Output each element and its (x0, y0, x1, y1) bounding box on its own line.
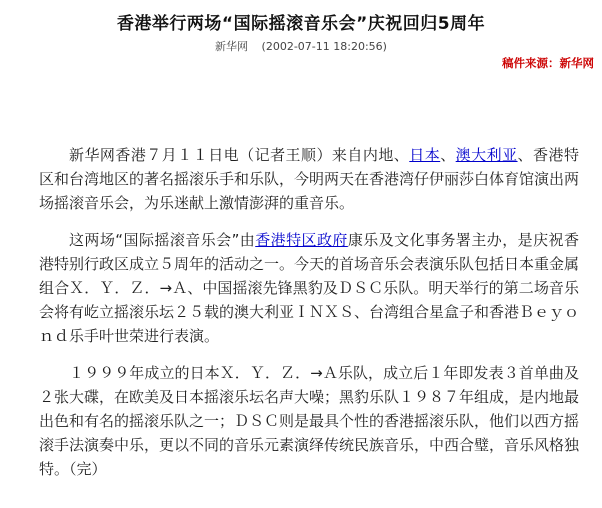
article-source: 新华网 (215, 40, 249, 53)
article-datetime: (2002-07-11 18:20:56) (261, 40, 387, 53)
article-paragraph-1 (39, 143, 579, 215)
article-paragraph-2 (39, 228, 579, 348)
inline-link[interactable]: 日本 (409, 146, 441, 164)
paragraph-text: 新华网香港７月１１日电（记者王顺）来自内地、 (69, 146, 410, 164)
article-title: 香港举行两场“国际摇滚音乐会”庆祝回归5周年 (116, 14, 486, 34)
paragraph-text: 、香港特区和台湾地区的著名摇滚乐手和乐队，今明两天在香港湾仔伊丽莎白体育馆演出两场摇滚音乐会，为乐迷献上激情澎湃的重音乐。 (39, 146, 580, 212)
paragraph-text: 这两场“国际摇滚音乐会”由 (69, 231, 256, 249)
paragraph-text: 康乐及文化事务署主办，是庆祝香港特别行政区成立５周年的活动之一。今天的首场音乐会表演乐队包括日本重金属组合Ｘ．Ｙ．Ｚ．→Ａ、中国摇滚先锋黑豹及ＤＳＣ乐队。明天举行的第二场音乐会将有屹立摇滚乐坛２５载的澳大利亚ＩＮＸＳ、台湾组合星盒子和香港Ｂｅｙｏｎｄ乐手叶世荣进行表演。 (39, 231, 580, 345)
paragraph-text: 、 (440, 146, 456, 164)
article-meta (0, 38, 602, 54)
inline-link[interactable]: 香港特区政府 (255, 231, 348, 249)
article-body (39, 143, 579, 494)
article-credit: 稿件来源：新华网 (502, 56, 594, 70)
article-paragraph-3 (39, 361, 579, 481)
paragraph-text: １９９９年成立的日本Ｘ．Ｙ．Ｚ．→Ａ乐队，成立后１年即发表３首单曲及２张大碟，在欧美及日本摇滚乐坛名声大噪；黑豹乐队１９８７年组成，是内地最出色和有名的摇滚乐队之一；ＤＳＣ则是最具个性的香港摇滚乐队，他们以西方摇滚手法演奏中乐，更以不同的音乐元素演绎传统民族音乐，中西合璧，音乐风格独特。（完） (39, 364, 580, 478)
inline-link[interactable]: 澳大利亚 (455, 146, 518, 164)
